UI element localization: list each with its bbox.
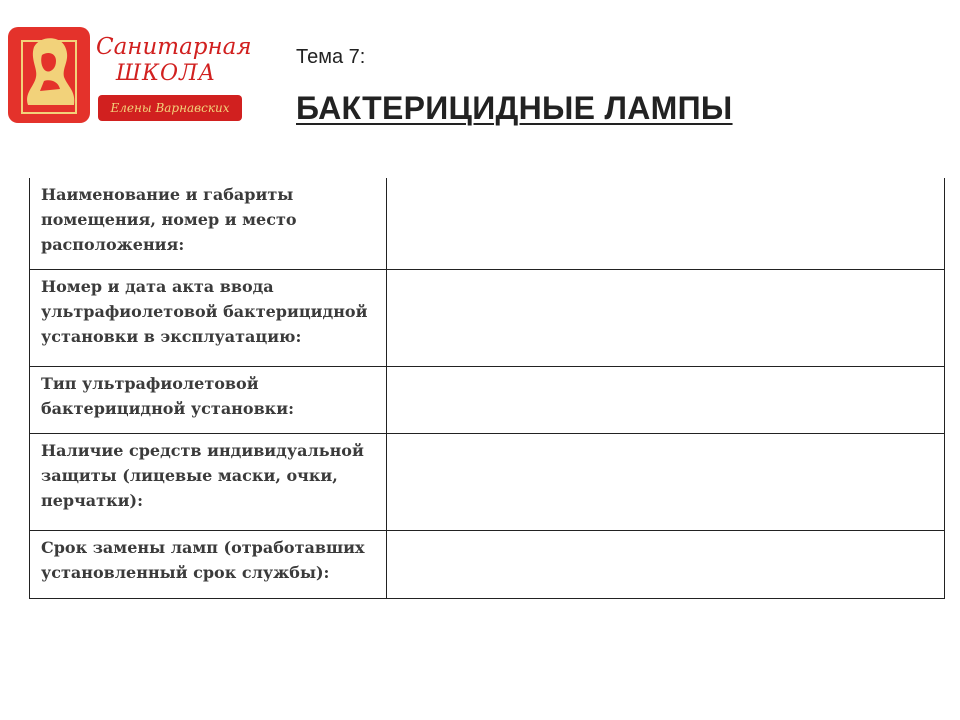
logo-ribbon: Елены Варнавских	[98, 95, 242, 121]
row-label: Наличие средств индивидуальной защиты (лицевые маски, очки, перчатки):	[30, 433, 387, 530]
row-label: Номер и дата акта ввода ультрафиолетовой бактерицидной установки в эксплуатацию:	[30, 269, 387, 366]
row-value	[387, 269, 945, 366]
row-value	[387, 178, 945, 269]
row-value	[387, 366, 945, 433]
table-row	[30, 269, 945, 366]
row-value	[387, 530, 945, 598]
table-row	[30, 178, 945, 269]
table-row	[30, 366, 945, 433]
logo-line-1: Санитарная	[96, 34, 252, 60]
table-row	[30, 433, 945, 530]
woman-portrait-icon	[14, 33, 84, 117]
row-label: Срок замены ламп (отработавших установленный срок службы):	[30, 530, 387, 598]
row-label: Наименование и габариты помещения, номер и место расположения:	[30, 178, 387, 269]
school-logo	[8, 27, 252, 125]
row-value	[387, 433, 945, 530]
row-label: Тип ультрафиолетовой бактерицидной установки:	[30, 366, 387, 433]
topic-label: Тема 7:	[296, 46, 366, 68]
page-title: БАКТЕРИЦИДНЫЕ ЛАМПЫ	[296, 90, 733, 126]
lamp-form-table	[29, 178, 945, 599]
logo-emblem	[8, 27, 90, 123]
table-row	[30, 530, 945, 598]
logo-wordmark	[96, 33, 252, 87]
logo-line-2: ШКОЛА	[115, 61, 217, 86]
